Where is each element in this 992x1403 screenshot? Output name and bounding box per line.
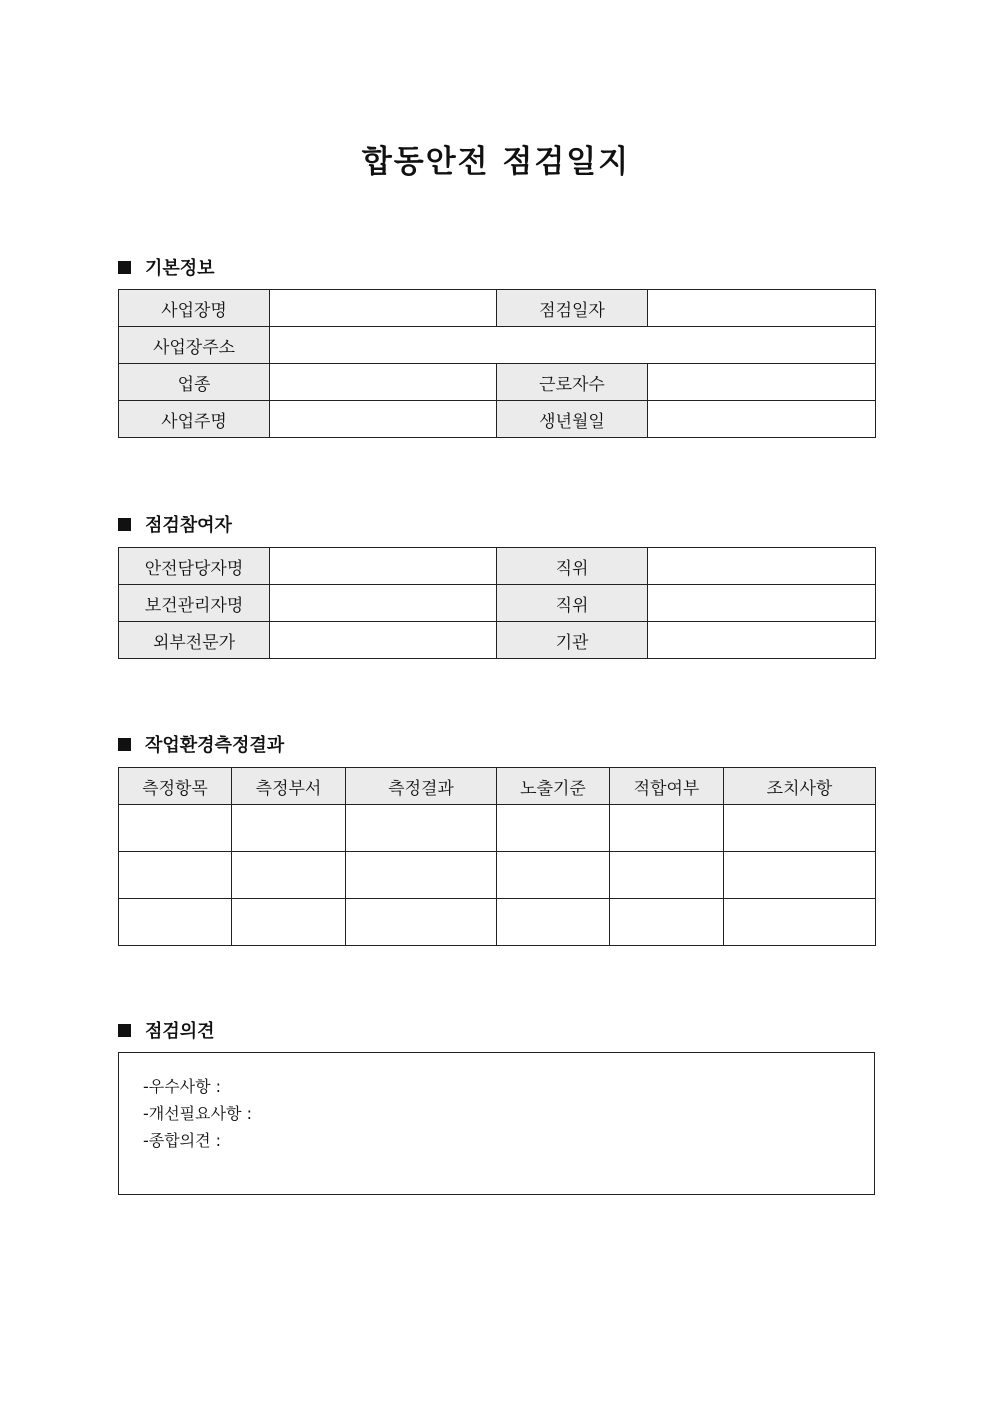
label-business-address: 사업장주소 [119,327,270,364]
table-cell[interactable] [610,805,724,852]
basic-info-table [118,289,876,438]
label-position: 직위 [497,585,648,622]
measurement-table [118,767,876,946]
business-address-field[interactable] [270,327,876,364]
table-cell[interactable] [497,805,610,852]
table-row [119,290,876,327]
opinion-line-excellent: -우수사항 : [143,1077,222,1096]
header-item: 측정항목 [119,768,232,805]
label-owner-name: 사업주명 [119,401,270,438]
table-cell[interactable] [497,852,610,899]
health-manager-position-field[interactable] [648,585,876,622]
table-cell[interactable] [610,852,724,899]
table-cell[interactable] [119,805,232,852]
header-result: 측정결과 [346,768,497,805]
table-row [119,852,876,899]
table-cell[interactable] [119,852,232,899]
opinion-box[interactable] [118,1052,875,1195]
table-cell[interactable] [119,899,232,946]
table-cell[interactable] [724,899,876,946]
health-manager-field[interactable] [270,585,497,622]
table-cell[interactable] [232,805,346,852]
table-row [119,622,876,659]
section-heading-opinion [118,1017,215,1043]
square-bullet-icon [118,1024,131,1037]
table-cell[interactable] [346,899,497,946]
safety-manager-field[interactable] [270,548,497,585]
participants-table [118,547,876,659]
table-cell[interactable] [346,805,497,852]
label-position: 직위 [497,548,648,585]
opinion-lines [143,1073,252,1154]
section-heading-participants-label: 점검참여자 [145,515,232,536]
organization-field[interactable] [648,622,876,659]
header-compliance: 적합여부 [610,768,724,805]
table-row [119,327,876,364]
business-name-field[interactable] [270,290,497,327]
section-heading-basic-label: 기본정보 [145,258,215,279]
opinion-line-overall: -종합의견 : [143,1131,222,1150]
square-bullet-icon [118,518,131,531]
inspection-date-field[interactable] [648,290,876,327]
section-heading-opinion-label: 점검의견 [145,1021,215,1042]
table-cell[interactable] [232,852,346,899]
safety-manager-position-field[interactable] [648,548,876,585]
table-header-row [119,768,876,805]
label-inspection-date: 점검일자 [497,290,648,327]
document-title: 합동안전 점검일지 [361,144,631,180]
square-bullet-icon [118,261,131,274]
section-heading-basic [118,254,215,280]
table-row [119,899,876,946]
birth-date-field[interactable] [648,401,876,438]
label-worker-count: 근로자수 [497,364,648,401]
label-health-manager: 보건관리자명 [119,585,270,622]
section-heading-participants [118,511,232,537]
table-cell[interactable] [346,852,497,899]
section-heading-measurement-label: 작업환경측정결과 [145,735,285,756]
label-business-name: 사업장명 [119,290,270,327]
worker-count-field[interactable] [648,364,876,401]
header-action: 조치사항 [724,768,876,805]
table-cell[interactable] [724,852,876,899]
external-expert-field[interactable] [270,622,497,659]
square-bullet-icon [118,738,131,751]
opinion-line-improvement: -개선필요사항 : [143,1104,252,1123]
table-cell[interactable] [232,899,346,946]
header-exposure-standard: 노출기준 [497,768,610,805]
table-cell[interactable] [724,805,876,852]
owner-name-field[interactable] [270,401,497,438]
label-organization: 기관 [497,622,648,659]
label-birth-date: 생년월일 [497,401,648,438]
table-row [119,364,876,401]
table-row [119,585,876,622]
table-row [119,548,876,585]
industry-field[interactable] [270,364,497,401]
label-safety-manager: 안전담당자명 [119,548,270,585]
table-cell[interactable] [610,899,724,946]
label-external-expert: 외부전문가 [119,622,270,659]
section-heading-measurement [118,731,284,757]
table-row [119,401,876,438]
table-cell[interactable] [497,899,610,946]
label-industry: 업종 [119,364,270,401]
header-department: 측정부서 [232,768,346,805]
table-row [119,805,876,852]
